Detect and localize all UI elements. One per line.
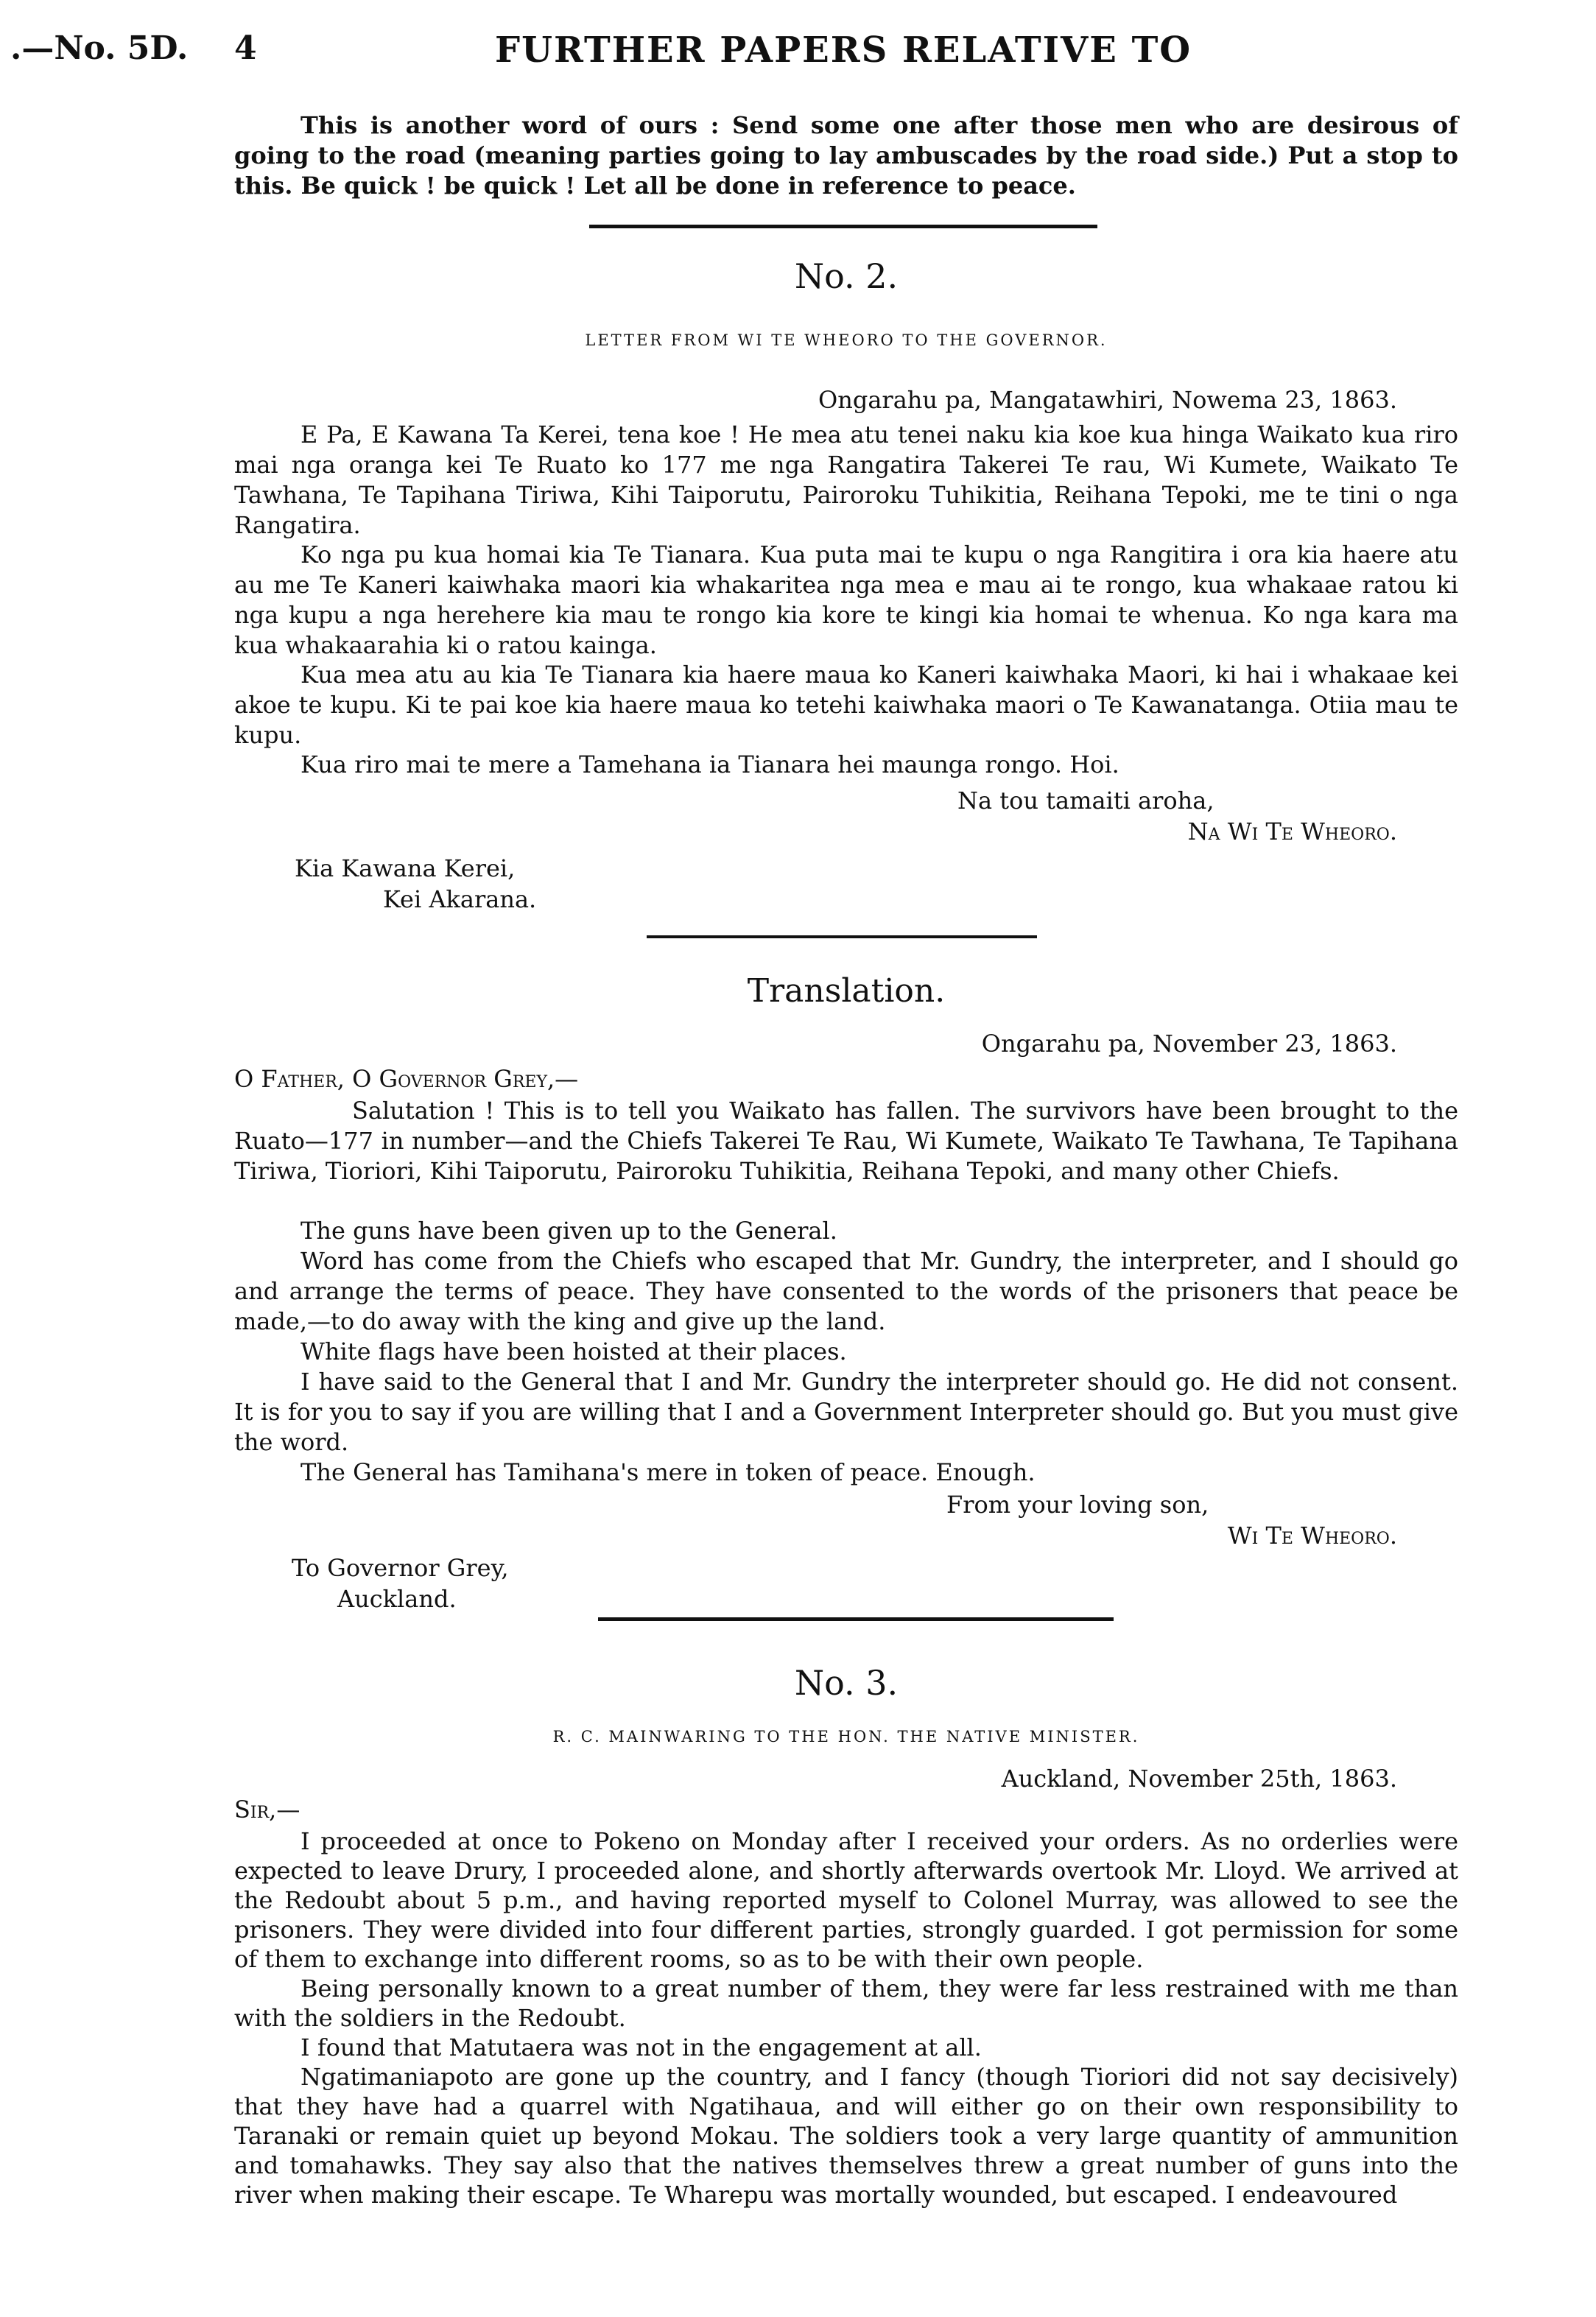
no2-paragraph: Kua mea atu au kia Te Tianara kia haere maua ko Kaneri kaiwhaka Maori, ki hai i whakaae kei akoe te kupu. Ki te pai koe kia haere maua ko tetehi kaiwhaka maori o Te Kawanatanga. Otiia mau te kupu. bbox=[234, 661, 1458, 749]
no2-paragraph: Ko nga pu kua homai kia Te Tianara. Kua puta mai te kupu o nga Rangitira i ora kia haere atu au me Te Kaneri kaiwhaka maori kia whakaritea nga mea e mau ai te rongo, kua whakaae ratou ki nga kupu a nga herehere kia mau te rongo kia kore te kingi kia homai te whenua. Ko nga kara ma kua whakaarahia ki o ratou kainga. bbox=[234, 541, 1458, 659]
no2-paragraph: E Pa, E Kawana Ta Kerei, tena koe ! He mea atu tenei naku kia koe kua hinga Waikato kua riro mai nga oranga kei Te Ruato ko 177 me nga Rangatira Takerei Te rau, Wi Kumete, Waikato Te Tawhana, Te Tapihana Tiriwa, Kihi Taiporutu, Pairoroku Tuhikitia, Reihana Tepoki, me te tini o nga Rangatira. bbox=[234, 421, 1458, 539]
translation-paragraph: Word has come from the Chiefs who escaped that Mr. Gundry, the interpreter, and I should go and arrange the terms of peace. They have consented to the words of the prisoners that peace be made,—to do away with the king and give up the land. bbox=[234, 1247, 1458, 1335]
page-number: 4 bbox=[234, 29, 257, 67]
no2-signature: Na Wi Te Wheoro. bbox=[1187, 818, 1397, 845]
translation-paragraph: The General has Tamihana's mere in token of peace. Enough. bbox=[300, 1458, 1036, 1486]
no3-paragraph: Ngatimaniapoto are gone up the country, and I fancy (though Tioriori did not say decisively) that they have had a quarrel with Ngatihaua, and will either go on their own responsibility to Taranaki or remain quiet up beyond Mokau. The soldiers took a very large quantity of ammunition and tomahawks. They say also that the natives themselves threw a great number of guns into the river when making their escape. Te Wharepu was mortally wounded, but escaped. I endeavoured bbox=[234, 2063, 1458, 2209]
translation-address-line1: To Governor Grey, bbox=[292, 1554, 509, 1582]
no2-subheading: LETTER FROM WI TE WHEORO TO THE GOVERNOR. bbox=[585, 331, 1108, 349]
no3-subheading: R. C. MAINWARING TO THE HON. THE NATIVE MINISTER. bbox=[552, 1728, 1140, 1745]
no2-closing: Na tou tamaiti aroha, bbox=[957, 787, 1214, 815]
no3-heading: No. 3. bbox=[794, 1663, 899, 1703]
no3-salutation: Sir,— bbox=[234, 1796, 300, 1824]
no3-paragraph: I found that Matutaera was not in the engagement at all. bbox=[300, 2033, 982, 2061]
translation-closing: From your loving son, bbox=[946, 1491, 1209, 1519]
opening-paragraph: This is another word of ours : Send some one after those men who are desirous of going to the road (meaning parties going to lay ambuscades by the road side.) Put a stop to this. Be quick ! be quick ! Let all be done in reference to peace. bbox=[234, 111, 1458, 200]
no2-heading: No. 2. bbox=[794, 256, 899, 296]
running-title: FURTHER PAPERS RELATIVE TO bbox=[495, 29, 1192, 71]
translation-paragraph: I have said to the General that I and Mr. Gundry the interpreter should go. He did not consent. It is for you to say if you are willing that I and a Government Interpreter should go. But you must give the word. bbox=[234, 1368, 1458, 1456]
translation-address-line2: Auckland. bbox=[337, 1585, 457, 1613]
translation-dateline: Ongarahu pa, November 23, 1863. bbox=[981, 1030, 1397, 1058]
no3-paragraph: I proceeded at once to Pokeno on Monday after I received your orders. As no orderlies were expected to leave Drury, I proceeded alone, and shortly afterwards overtook Mr. Lloyd. We arrived at the Redoubt about 5 p.m., and having reported myself to Colonel Murray, was allowed to see the prisoners. They were divided into four different parties, strongly guarded. I got permission for some of them to exchange into different rooms, so as to be with their own people. bbox=[234, 1827, 1458, 1973]
no2-address-line1: Kia Kawana Kerei, bbox=[295, 854, 516, 882]
no2-address-line2: Kei Akarana. bbox=[383, 885, 537, 913]
translation-signature: Wi Te Wheoro. bbox=[1227, 1522, 1397, 1550]
no2-paragraph: Kua riro mai te mere a Tamehana ia Tianara hei maunga rongo. Hoi. bbox=[300, 750, 1119, 778]
translation-salutation: O Father, O Governor Grey,— bbox=[234, 1065, 579, 1093]
section-divider bbox=[589, 225, 1097, 228]
translation-paragraph: White flags have been hoisted at their places. bbox=[300, 1337, 847, 1365]
series-number: .—No. 5D. bbox=[10, 29, 189, 67]
translation-heading: Translation. bbox=[747, 972, 946, 1010]
translation-paragraph: Salutation ! This is to tell you Waikato has fallen. The survivors have been brought to the Ruato—177 in number—and the Chiefs Takerei Te Rau, Wi Kumete, Waikato Te Tawhana, Te Tapihana Tiriwa, Tioriori, Kihi Taiporutu, Pairoroku Tuhikitia, Reihana Tepoki, and many other Chiefs. bbox=[234, 1097, 1458, 1185]
no3-dateline: Auckland, November 25th, 1863. bbox=[1001, 1765, 1397, 1793]
no2-dateline: Ongarahu pa, Mangatawhiri, Nowema 23, 1863. bbox=[818, 386, 1397, 414]
section-divider bbox=[647, 935, 1037, 938]
no3-paragraph: Being personally known to a great number of them, they were far less restrained with me than with the soldiers in the Redoubt. bbox=[234, 1975, 1458, 2032]
section-divider bbox=[598, 1617, 1114, 1621]
translation-paragraph: The guns have been given up to the General. bbox=[300, 1217, 837, 1245]
